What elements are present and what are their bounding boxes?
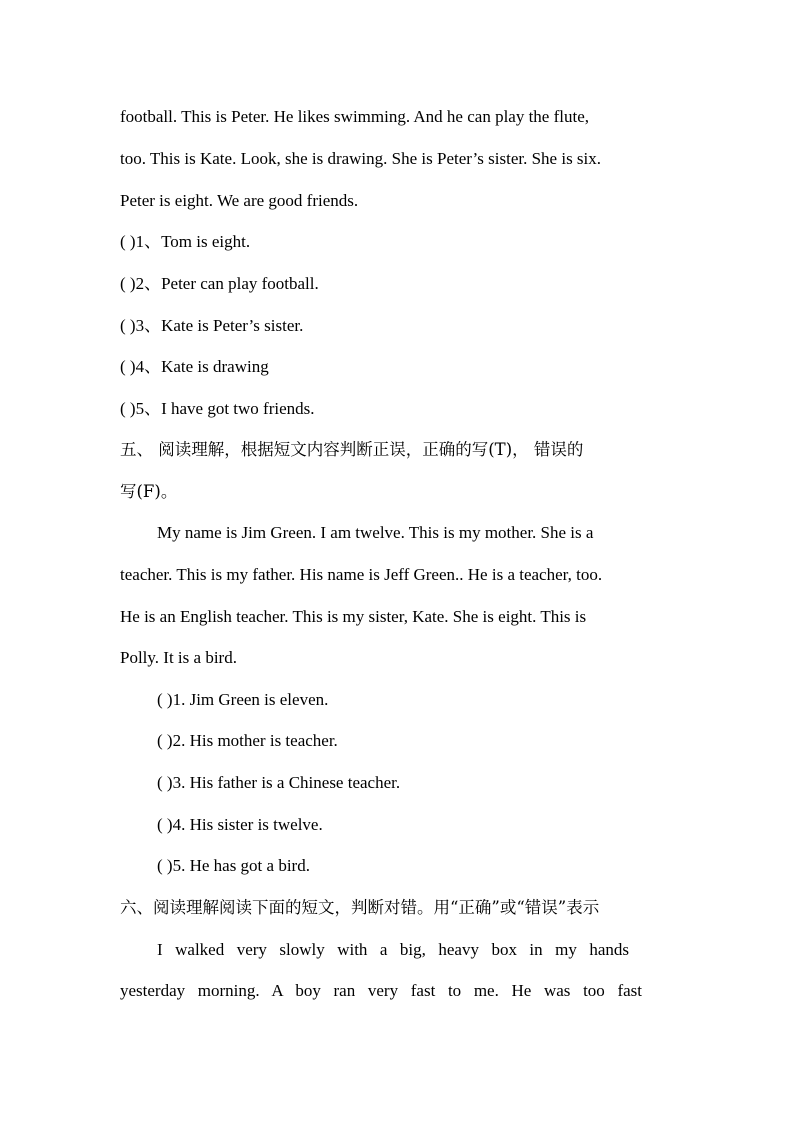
- section5-passage-line-1: My name is Jim Green. I am twelve. This is my mother. She is a: [157, 523, 594, 542]
- section6-heading: 六、阅读理解阅读下面的短文，判断对错。用“正确”或“错误”表示: [120, 898, 600, 917]
- section5-heading-line-2: 写(F)。: [120, 482, 178, 501]
- passage4-question-3: ( )3、Kate is Peter’s sister.: [120, 316, 304, 335]
- passage4-line-2: too. This is Kate. Look, she is drawing. She is Peter’s sister. She is six.: [120, 149, 602, 168]
- passage4-question-2: ( )2、Peter can play football.: [120, 274, 319, 293]
- section5-heading-line-1: 五、 阅读理解，根据短文内容判断正误，正确的写(T)， 错误的: [120, 440, 584, 459]
- passage4-question-5: ( )5、I have got two friends.: [120, 399, 315, 418]
- passage4-line-1: football. This is Peter. He likes swimming. And he can play the flute,: [120, 107, 590, 126]
- section5-question-2: ( )2. His mother is teacher.: [157, 731, 338, 750]
- section6-passage-line-2: yesterday morning. A boy ran very fast to me. He was too fast: [120, 981, 642, 1000]
- section5-question-4: ( )4. His sister is twelve.: [157, 815, 323, 834]
- section5-passage-line-3: He is an English teacher. This is my sister, Kate. She is eight. This is: [120, 607, 587, 626]
- passage4-question-1: ( )1、Tom is eight.: [120, 232, 251, 251]
- passage4-line-3: Peter is eight. We are good friends.: [120, 191, 359, 210]
- section5-question-5: ( )5. He has got a bird.: [157, 856, 310, 875]
- passage4-question-4: ( )4、Kate is drawing: [120, 357, 269, 376]
- section6-passage-line-1: I walked very slowly with a big, heavy box in my hands: [157, 940, 629, 959]
- section5-passage-line-2: teacher. This is my father. His name is Jeff Green.. He is a teacher, too.: [120, 565, 603, 584]
- section5-question-1: ( )1. Jim Green is eleven.: [157, 690, 329, 709]
- section5-passage-line-4: Polly. It is a bird.: [120, 648, 237, 667]
- section5-question-3: ( )3. His father is a Chinese teacher.: [157, 773, 401, 792]
